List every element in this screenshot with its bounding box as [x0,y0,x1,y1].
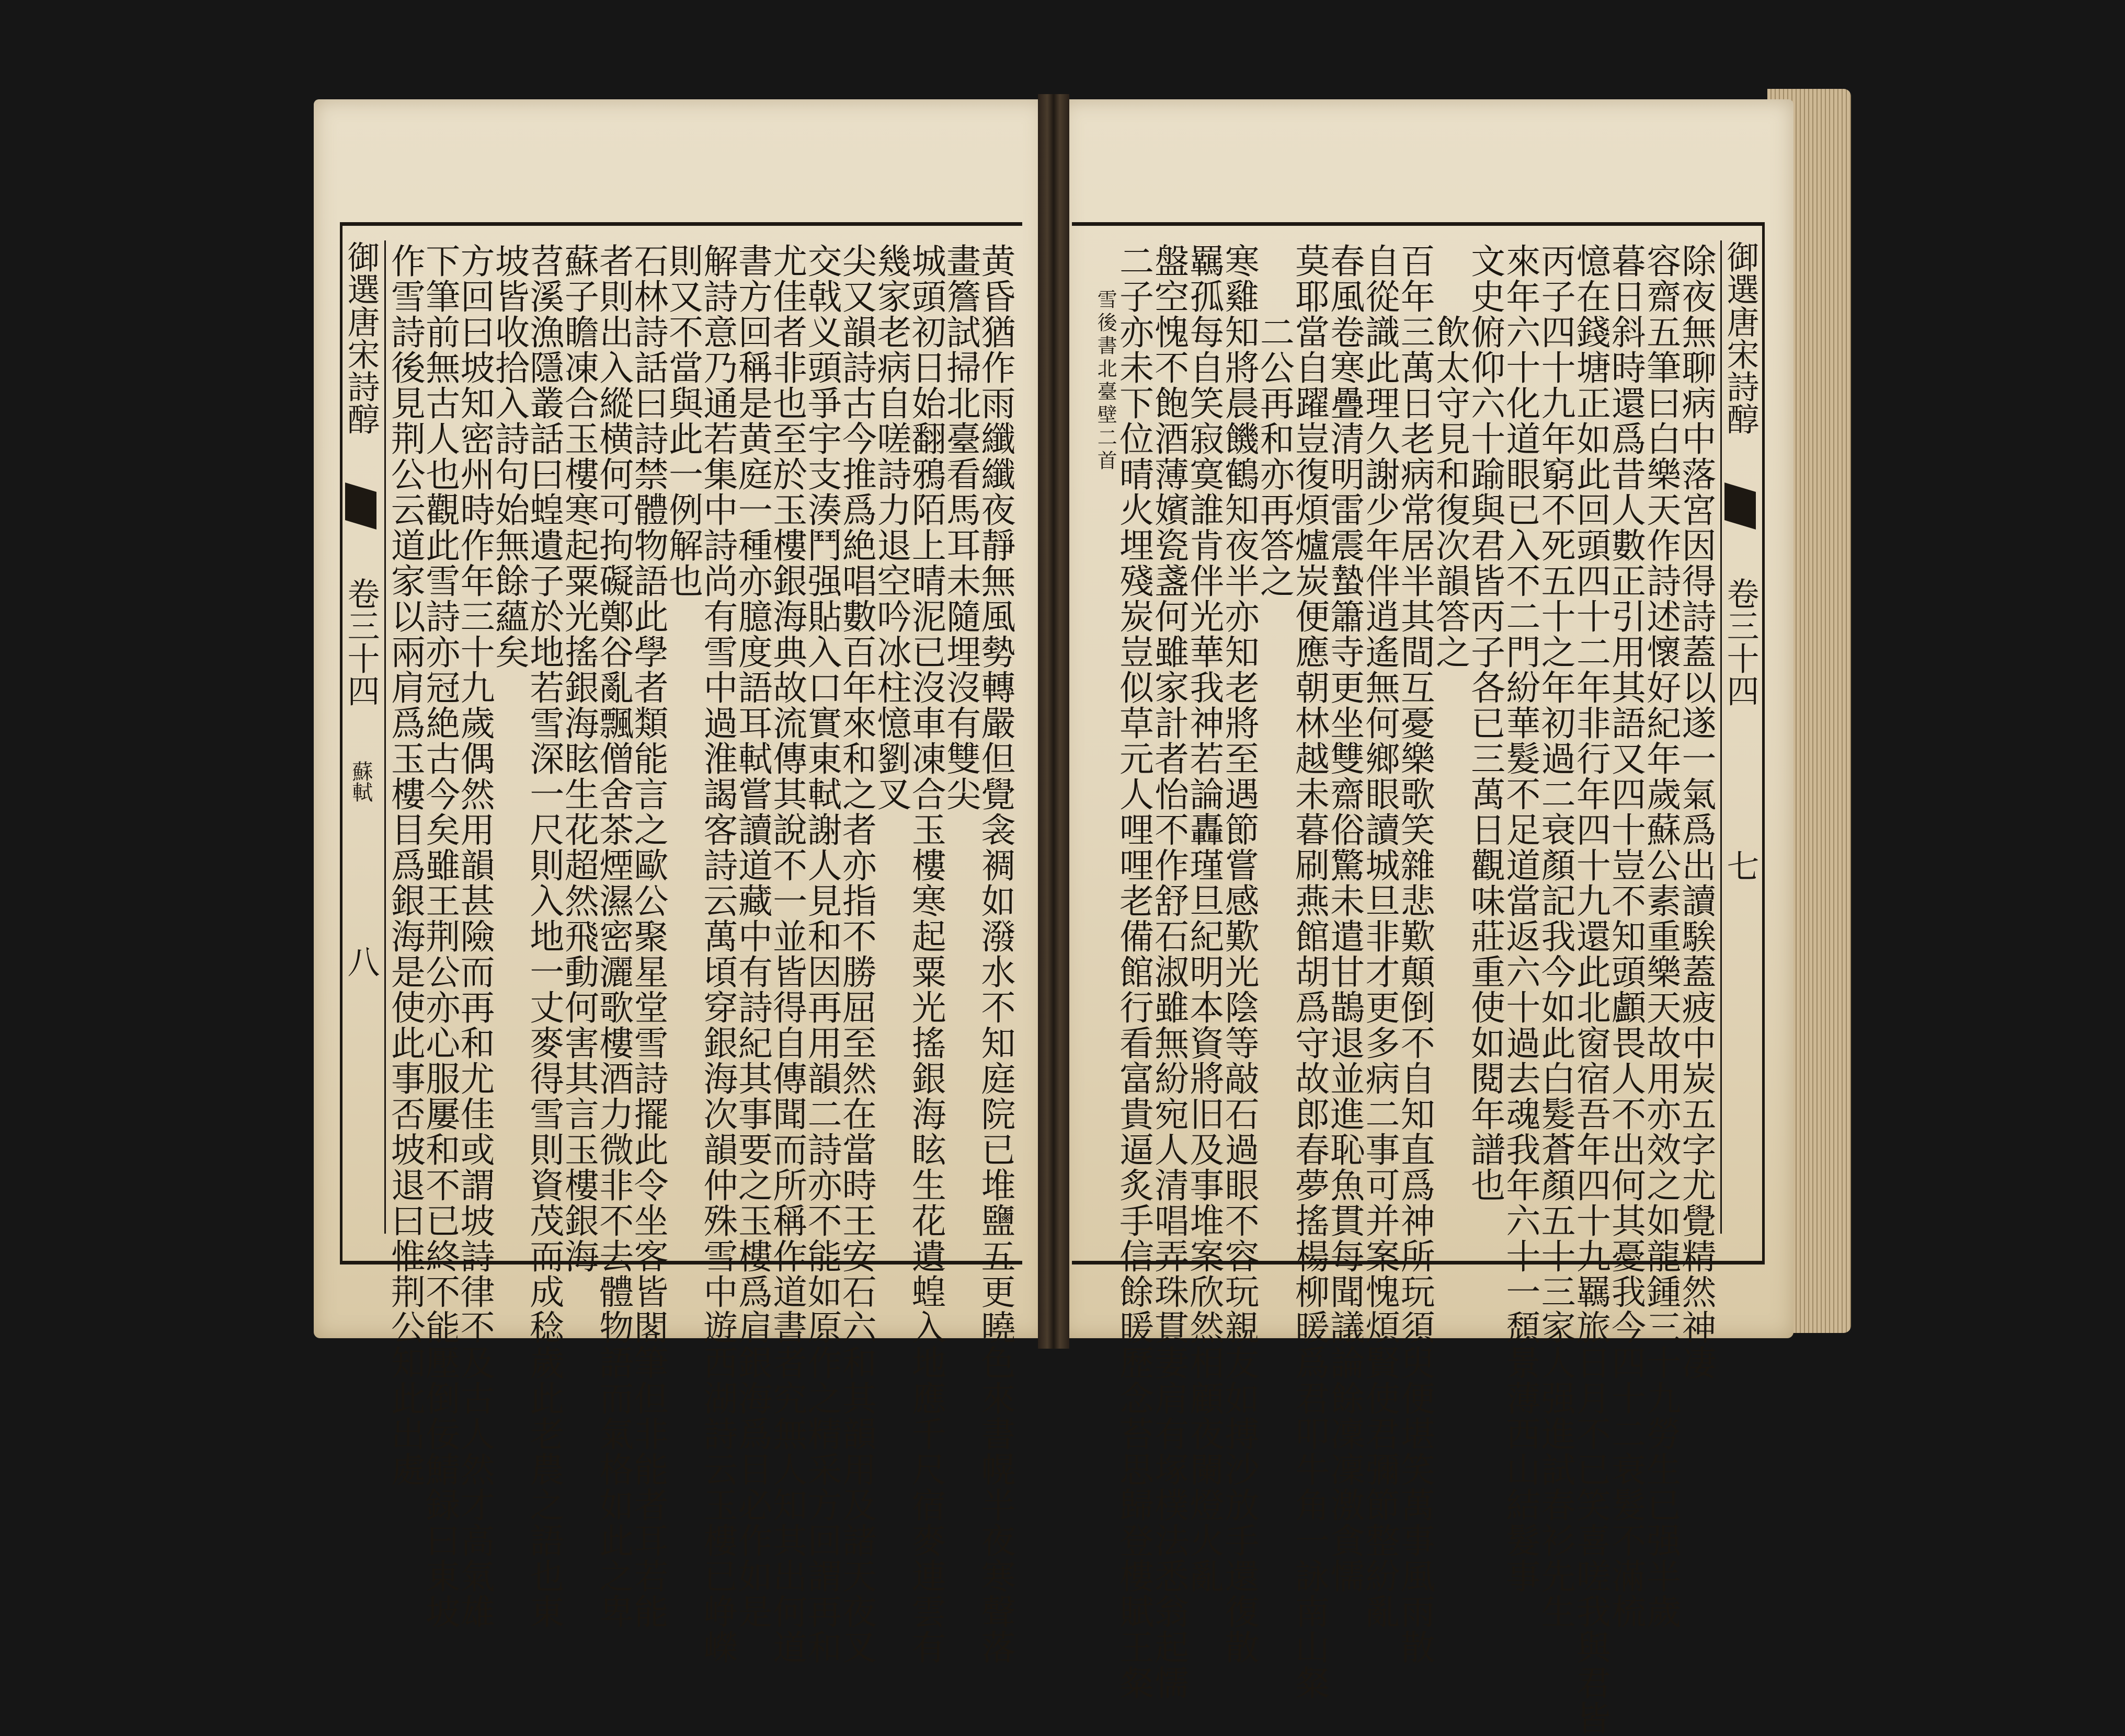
text-column: 來年六十化道眼已入不二門紛華髮不足道當返六十過去魂我年六十一頹景薄西山結髮事 [1500,243,1540,1594]
text-column: 作雪詩後見荆公云道家以兩肩爲玉樓目爲銀海是使此事否坡退曰惟荆公知此出處 [385,243,426,1487]
right-margin-volume: 卷三十四 [1721,577,1760,707]
right-margin-title: 御選唐宋詩醇 [1721,240,1760,435]
right-margin-column [1720,240,1764,1234]
left-margin-author: 蘇軾 [349,761,373,802]
text-column: 城頭初日始翻鴉陌上晴泥已沒車凍合玉樓寒起粟光搖銀海眩生花遺蝗入地應千尺宿麥連雲有 [906,243,946,1665]
fish-tail-mark [1724,482,1756,530]
text-column: 解詩意乃通若集中詩尚有雪中過淮謁客詩云萬頃穿銀海次韻仲殊雪中遊西湖詩云玉樓已峥嶸 [697,243,738,1665]
text-column: 尤佳者非也至於玉樓銀海典故流傳其說不一並皆得自傳聞而所稱作道書者究無人知其出何道 [767,243,807,1665]
text-column: 苕溪漁隱叢話曰蝗遺子於地若雪深一尺則入地一丈麥得雪則資茂而成稔歲此老農之語也東 [523,243,564,1629]
left-margin-column [342,240,386,1234]
text-column: 容齋五筆曰白樂天作詩述懷好紀年歲蘇公素重樂天故用亦效之如龍鍾三十九勞生已强半歲 [1640,243,1681,1629]
text-column: 尖又韻詩古今推爲絶唱數百年來和之者亦指不勝屈至然在當時王安石六和其韻用及諸天夜叉 [836,243,877,1665]
text-column: 則又不當與此一例解也 [662,243,703,599]
text-column: 丙子四十九年窮不死五十之年初過二衰顏記我今如此白髮蒼顏五十三家人强進試春衫先生 [1535,243,1576,1629]
text-column: 畫簷試掃北臺看馬耳未隨埋沒有雙尖 [940,243,981,812]
text-column: 暮日斜時還爲昔人數正引用其語又四十豈不知頭顱畏人不出何其憂我今四十二衰髮不滿梳 [1605,243,1646,1629]
text-column: 者則出入縱横何可拘礙鄭谷亂飄僧舍茶煙濕密灑歌樓酒力微非不去體物語而氣格如此之卑 [593,243,634,1629]
left-margin-volume: 卷三十四 [342,577,380,707]
book-gutter [1038,94,1069,1349]
poem-title: 二公再和亦再答之 [1254,243,1295,599]
text-column: 羈孤每自笑寂寞誰肯伴光華我神若論轟瑾旦紀明本資將旧及事堆案欣然相顧夜闌燈火亂 [1183,243,1224,1594]
right-page-number: 七 [1721,849,1760,882]
poem-title: 飲太守見和復次韻答之 [1430,243,1470,670]
text-column: 二子亦未下位晴火埋殘炭豈似草元人哩哩老備館行看富貴逼炙手信餘暖歷念苔思歸登樓賦王粲 [1113,243,1154,1700]
text-column: 下筆前無古人也觀此雪詩亦冠絶古今矣雖王荆公亦心服屢和不已終不能壓倒佞鯖録曰東坡 [419,243,460,1629]
left-margin-title: 御選唐宋詩醇 [342,240,380,435]
fish-tail-mark [345,482,376,530]
text-column: 坡皆收拾入詩句始無餘蘊矣 [489,243,530,670]
text-column: 蘇子瞻凍合玉樓寒起粟光搖銀海眩生花超然飛動何害其言玉樓銀海 [558,243,599,1274]
poem-title: 雪後書北臺壁二首 [1094,243,1117,473]
text-column: 百年三萬日老病常居半其間互憂樂歌笑雜悲歎顛倒不自知直爲神所玩須臾便堪笑萬事風雨散 [1395,243,1435,1665]
text-column: 寒雞知將晨饑鶴知夜半亦知老將至遇節嘗感歎光陰等敲石過眼不容玩親友如搏沙放手還復散 [1219,243,1260,1665]
text-column: 莫耶當自躍豈復煩爐炭便應朝林越未暮刷燕館胡爲守故郎春夢搖楊柳暖爲君叩牛角一詠南山粲 [1289,243,1330,1700]
text-column: 文史俯仰六十踰與君皆丙子各已三萬日觀味莊重使如閱年譜也 [1465,243,1505,1203]
text-column: 盤空愧不飽酒薄嬪瓷盞何雖家計者怡不作舒石淑雖無紛宛人清唱弄珠貫妻肩有塚樸法悉翁起懦 [1148,243,1189,1700]
text-column: 幾家老病自嗟詩力退空吟冰柱憶劉叉 [871,243,911,812]
text-column: 除夜無聊病中落宮因得詩蓋以遂一氣爲出讀騃蓋疲中炭五字尤覺精然神凄 [1675,243,1716,1381]
text-column: 憶在錢塘正如此回頭四十二年非行年四十九還此北窗宿吾年四十九羈旅日月不已笑喜嗟我與君皆 [1570,243,1611,1736]
text-column: 書方回稱是黄庭一種亦臆度語耳軾嘗讀道藏中有詩紀其事要之玉樓爲肩銀海爲目必作如是 [732,243,773,1629]
text-column: 交戟义頭爭宇支湊鬥强貼入口實東軾謝人見和因再用韻二詩亦不能如原作之精采方回謂再和 [802,243,842,1665]
text-column: 石林詩話曰詩禁體物語此學者類能言之歐公聚星堂雪詩擺此令坐客皆閣筆但非能者耳若能 [628,243,669,1629]
text-column: 黄昏猶作雨纖纖夜靜無風勢轉嚴但覺衾裯如潑水不知庭院已堆鹽五更曉色來書幌半夜寒聲落 [975,243,1015,1665]
text-column: 春風卷寒疊清明雷震蟄簫寺更坐雙齋俗驚未遣甘鵲退並進恥魚貫每聞議論餘凜凜激貪懦 [1324,243,1365,1594]
text-column: 方回曰坡知密州時作年三十九歲偶然用韻甚險而再和尤佳或謂坡詩律不及古人然才高氣雄 [454,243,495,1629]
left-page-number: 八 [342,945,380,978]
text-column: 自從識此理久謝少年伴逍遙無何鄉眼讀城旦非才更多病二事可并案愧煩賢使君彌節整紛亂 [1359,243,1400,1629]
